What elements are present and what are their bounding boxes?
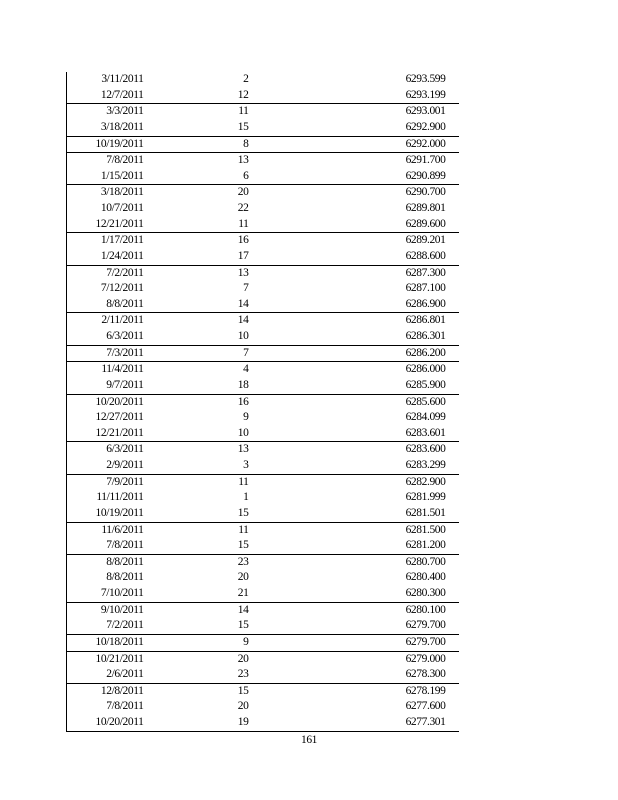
- count-cell: 20: [237, 700, 249, 713]
- count-cell: 15: [145, 683, 251, 699]
- value-cell: 6286.900: [405, 297, 446, 310]
- table-row: [67, 554, 459, 570]
- date-cell: 8/8/2011: [106, 297, 144, 310]
- table-row: [67, 217, 459, 233]
- count-cell: 9: [243, 411, 249, 424]
- value-cell: 6289.801: [405, 202, 446, 214]
- table-row: [67, 683, 459, 699]
- count-cell: 16: [145, 394, 251, 410]
- count-cell: 4: [145, 362, 251, 378]
- count-cell: 9: [145, 634, 251, 651]
- value-cell: 6286.801: [251, 313, 459, 329]
- count-cell: 15: [237, 506, 249, 519]
- value-cell: 6290.899: [405, 169, 446, 182]
- table-row: [67, 586, 459, 602]
- count-cell: 22: [237, 202, 249, 214]
- value-cell: 6281.500: [251, 522, 459, 538]
- table-row: [67, 699, 459, 715]
- count-cell: 3: [243, 459, 249, 471]
- count-cell: 7: [243, 282, 249, 295]
- table-row: [67, 362, 459, 378]
- value-cell: 6280.100: [251, 602, 459, 618]
- table-row: [67, 345, 459, 362]
- date-cell: 7/9/2011: [67, 474, 145, 490]
- value-cell: 6277.600: [405, 700, 446, 713]
- table-row: [67, 201, 459, 217]
- value-cell: 6291.700: [251, 153, 459, 169]
- value-cell: 6283.601: [405, 426, 446, 439]
- table-body: [67, 72, 459, 731]
- table-row: [67, 329, 459, 345]
- value-cell: 6281.999: [405, 491, 446, 504]
- date-cell: 6/3/2011: [67, 442, 145, 458]
- date-cell: 6/3/2011: [106, 330, 144, 342]
- date-cell: 2/9/2011: [106, 459, 144, 471]
- count-cell: 20: [145, 185, 251, 201]
- data-table: [66, 72, 459, 732]
- count-cell: 19: [145, 715, 251, 731]
- date-cell: 2/11/2011: [67, 313, 145, 329]
- count-cell: 8: [145, 136, 251, 153]
- count-cell: 10: [237, 330, 249, 342]
- date-cell: 10/20/2011: [67, 394, 145, 410]
- count-cell: 6: [243, 169, 249, 182]
- value-cell: 6280.400: [405, 571, 446, 584]
- value-cell: 6279.000: [251, 651, 459, 667]
- count-cell: 14: [145, 313, 251, 329]
- date-cell: 9/7/2011: [106, 378, 144, 391]
- date-cell: 10/7/2011: [100, 202, 144, 214]
- table-row: [67, 442, 459, 458]
- table-row: [67, 634, 459, 651]
- table-row: [67, 72, 459, 88]
- count-cell: 12: [237, 88, 249, 101]
- date-cell: 7/10/2011: [100, 587, 144, 599]
- table-row: [67, 410, 459, 426]
- count-cell: 10: [237, 426, 249, 439]
- date-cell: 3/3/2011: [67, 104, 145, 120]
- date-cell: 10/20/2011: [67, 715, 145, 731]
- count-cell: 14: [237, 297, 249, 310]
- value-cell: 6287.100: [405, 282, 446, 295]
- date-cell: 10/19/2011: [67, 136, 145, 153]
- value-cell: 6285.600: [251, 394, 459, 410]
- table-row: [67, 313, 459, 329]
- date-cell: 11/6/2011: [67, 522, 145, 538]
- table-row: [67, 169, 459, 185]
- count-cell: 18: [237, 378, 249, 391]
- count-cell: 7: [145, 345, 251, 362]
- date-cell: 7/12/2011: [100, 282, 144, 295]
- value-cell: 6289.600: [405, 217, 446, 230]
- date-cell: 7/8/2011: [67, 153, 145, 169]
- count-cell: 15: [237, 120, 249, 133]
- value-cell: 6282.900: [251, 474, 459, 490]
- value-cell: 6279.700: [405, 619, 446, 632]
- date-cell: 7/2/2011: [106, 619, 144, 632]
- table-row: [67, 570, 459, 586]
- table-row: [67, 104, 459, 120]
- value-cell: 6280.300: [405, 587, 446, 599]
- count-cell: 14: [145, 602, 251, 618]
- date-cell: 1/15/2011: [100, 169, 144, 182]
- count-cell: 13: [145, 153, 251, 169]
- count-cell: 11: [145, 104, 251, 120]
- table-row: [67, 281, 459, 297]
- value-cell: 6286.200: [251, 345, 459, 362]
- value-cell: 6283.299: [405, 459, 446, 471]
- count-cell: 23: [145, 554, 251, 570]
- table-row: [67, 651, 459, 667]
- page-number: 161: [300, 734, 318, 746]
- table-row: [67, 185, 459, 201]
- count-cell: 20: [145, 651, 251, 667]
- count-cell: 1: [243, 491, 249, 504]
- value-cell: 6279.700: [251, 634, 459, 651]
- count-cell: 20: [237, 571, 249, 584]
- date-cell: 12/27/2011: [95, 411, 144, 424]
- value-cell: 6286.000: [251, 362, 459, 378]
- table-row: [67, 120, 459, 136]
- table-row: [67, 490, 459, 506]
- count-cell: 23: [237, 668, 249, 681]
- date-cell: 10/19/2011: [95, 506, 144, 519]
- date-cell: 12/21/2011: [95, 217, 144, 230]
- date-cell: 7/2/2011: [67, 265, 145, 281]
- value-cell: 6278.300: [405, 668, 446, 681]
- table-row: [67, 458, 459, 474]
- date-cell: 10/21/2011: [67, 651, 145, 667]
- date-cell: 1/17/2011: [67, 233, 145, 249]
- date-cell: 12/7/2011: [100, 88, 144, 101]
- table-row: [67, 667, 459, 683]
- value-cell: 6293.199: [405, 88, 446, 101]
- value-cell: 6293.001: [251, 104, 459, 120]
- count-cell: 11: [238, 217, 249, 230]
- date-cell: 8/8/2011: [67, 554, 145, 570]
- table-row: [67, 265, 459, 281]
- date-cell: 10/18/2011: [67, 634, 145, 651]
- date-cell: 7/8/2011: [106, 539, 144, 552]
- count-cell: 17: [237, 249, 249, 262]
- date-cell: 3/18/2011: [100, 120, 144, 133]
- value-cell: 6286.301: [405, 330, 446, 342]
- date-cell: 12/21/2011: [95, 426, 144, 439]
- value-cell: 6281.501: [405, 506, 446, 519]
- table-row: [67, 506, 459, 522]
- table-row: [67, 715, 459, 731]
- table-row: [67, 233, 459, 249]
- date-cell: 11/4/2011: [67, 362, 145, 378]
- value-cell: 6292.900: [405, 120, 446, 133]
- value-cell: 6288.600: [405, 249, 446, 262]
- count-cell: 15: [237, 539, 249, 552]
- count-cell: 2: [243, 73, 249, 85]
- table-row: [67, 153, 459, 169]
- count-cell: 16: [145, 233, 251, 249]
- table-row: [67, 618, 459, 634]
- date-cell: 9/10/2011: [67, 602, 145, 618]
- date-cell: 2/6/2011: [106, 668, 144, 681]
- date-cell: 12/8/2011: [67, 683, 145, 699]
- date-cell: 7/8/2011: [106, 700, 144, 713]
- value-cell: 6293.599: [405, 73, 446, 85]
- table-row: [67, 136, 459, 153]
- date-cell: 3/11/2011: [101, 73, 144, 85]
- table-row: [67, 378, 459, 394]
- table-row: [67, 474, 459, 490]
- value-cell: 6278.199: [251, 683, 459, 699]
- value-cell: 6283.600: [251, 442, 459, 458]
- count-cell: 11: [145, 522, 251, 538]
- value-cell: 6292.000: [251, 136, 459, 153]
- table-row: [67, 394, 459, 410]
- count-cell: 13: [145, 265, 251, 281]
- date-cell: 7/3/2011: [67, 345, 145, 362]
- value-cell: 6284.099: [405, 411, 446, 424]
- table-row: [67, 88, 459, 104]
- count-cell: 13: [145, 442, 251, 458]
- value-cell: 6289.201: [251, 233, 459, 249]
- value-cell: 6285.900: [405, 378, 446, 391]
- table-row: [67, 602, 459, 618]
- value-cell: 6281.200: [405, 539, 446, 552]
- table-row: [67, 297, 459, 313]
- date-cell: 3/18/2011: [67, 185, 145, 201]
- value-cell: 6287.300: [251, 265, 459, 281]
- value-cell: 6277.301: [251, 715, 459, 731]
- table-row: [67, 538, 459, 554]
- value-cell: 6290.700: [251, 185, 459, 201]
- table-row: [67, 522, 459, 538]
- count-cell: 21: [237, 587, 249, 599]
- date-cell: 8/8/2011: [106, 571, 144, 584]
- count-cell: 11: [145, 474, 251, 490]
- table-row: [67, 426, 459, 442]
- table-row: [67, 249, 459, 265]
- value-cell: 6280.700: [251, 554, 459, 570]
- count-cell: 15: [237, 619, 249, 632]
- date-cell: 11/11/2011: [96, 491, 144, 504]
- date-cell: 1/24/2011: [100, 249, 144, 262]
